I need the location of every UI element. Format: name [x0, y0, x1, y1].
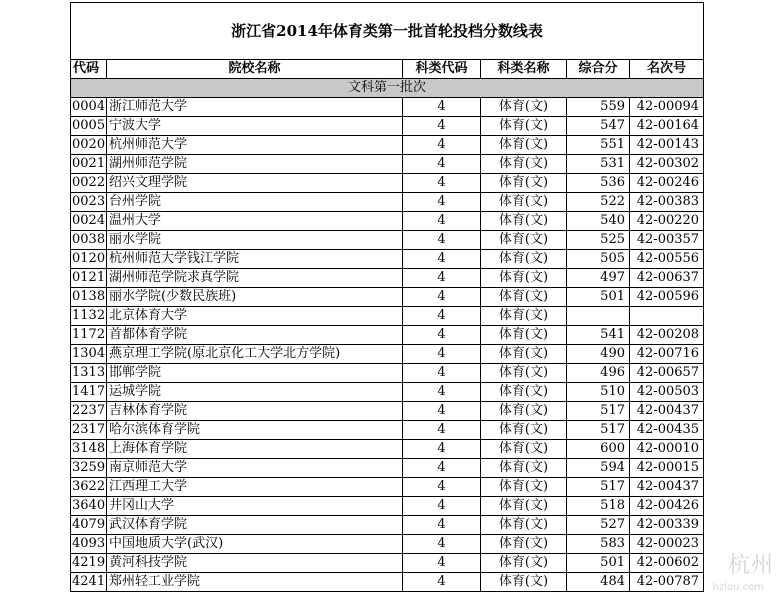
table-row	[71, 231, 704, 250]
cell-rank: 42-00302	[630, 155, 704, 174]
cell-school: 浙江师范大学	[107, 98, 403, 117]
table-row	[71, 193, 704, 212]
cell-school: 邯郸学院	[107, 364, 403, 383]
table-row	[71, 573, 704, 592]
cell-subject-code: 4	[403, 212, 481, 231]
cell-total: 517	[567, 402, 630, 421]
table-row	[71, 250, 704, 269]
cell-rank	[630, 307, 704, 326]
cell-rank: 42-00426	[630, 497, 704, 516]
cell-subject-code: 4	[403, 250, 481, 269]
table-row	[71, 174, 704, 193]
table-row	[71, 421, 704, 440]
table-row	[71, 136, 704, 155]
cell-subject-code: 4	[403, 516, 481, 535]
cell-subject-name: 体育(文)	[481, 516, 567, 535]
table-row	[71, 554, 704, 573]
cell-rank: 42-00437	[630, 478, 704, 497]
cell-school: 运城学院	[107, 383, 403, 402]
cell-rank: 42-00023	[630, 535, 704, 554]
cell-school: 黄河科技学院	[107, 554, 403, 573]
cell-code: 4079	[71, 516, 107, 535]
cell-subject-name: 体育(文)	[481, 402, 567, 421]
cell-code: 3259	[71, 459, 107, 478]
table-row	[71, 288, 704, 307]
cell-subject-name: 体育(文)	[481, 212, 567, 231]
table-row	[71, 155, 704, 174]
cell-subject-name: 体育(文)	[481, 98, 567, 117]
cell-code: 0121	[71, 269, 107, 288]
table-row	[71, 364, 704, 383]
cell-total: 517	[567, 478, 630, 497]
cell-total: 547	[567, 117, 630, 136]
cell-subject-name: 体育(文)	[481, 383, 567, 402]
table-row	[71, 440, 704, 459]
table-row	[71, 497, 704, 516]
cell-total: 536	[567, 174, 630, 193]
cell-total: 559	[567, 98, 630, 117]
cell-subject-name: 体育(文)	[481, 288, 567, 307]
cell-total: 522	[567, 193, 630, 212]
cell-rank: 42-00596	[630, 288, 704, 307]
cell-code: 1313	[71, 364, 107, 383]
table-row	[71, 212, 704, 231]
header-total: 综合分	[567, 60, 630, 79]
cell-subject-name: 体育(文)	[481, 421, 567, 440]
cell-total: 496	[567, 364, 630, 383]
header-subject-code: 科类代码	[403, 60, 481, 79]
cell-total: 484	[567, 573, 630, 592]
title-row	[71, 3, 704, 60]
cell-code: 2237	[71, 402, 107, 421]
cell-rank: 42-00437	[630, 402, 704, 421]
table-row	[71, 269, 704, 288]
cell-school: 湖州师范学院求真学院	[107, 269, 403, 288]
cell-code: 4241	[71, 573, 107, 592]
cell-total: 583	[567, 535, 630, 554]
cell-subject-code: 4	[403, 345, 481, 364]
cell-subject-code: 4	[403, 136, 481, 155]
cell-school: 杭州师范大学钱江学院	[107, 250, 403, 269]
table-row	[71, 535, 704, 554]
cell-code: 2317	[71, 421, 107, 440]
cell-subject-code: 4	[403, 155, 481, 174]
cell-school: 台州学院	[107, 193, 403, 212]
cell-code: 0038	[71, 231, 107, 250]
cell-subject-code: 4	[403, 174, 481, 193]
cell-school: 上海体育学院	[107, 440, 403, 459]
cell-code: 0004	[71, 98, 107, 117]
header-rank: 名次号	[630, 60, 704, 79]
cell-code: 0024	[71, 212, 107, 231]
cell-code: 1132	[71, 307, 107, 326]
cell-subject-name: 体育(文)	[481, 155, 567, 174]
table-row	[71, 402, 704, 421]
cell-total: 600	[567, 440, 630, 459]
cell-total: 510	[567, 383, 630, 402]
cell-subject-code: 4	[403, 98, 481, 117]
cell-subject-name: 体育(文)	[481, 573, 567, 592]
section-row	[71, 79, 704, 98]
cell-rank: 42-00657	[630, 364, 704, 383]
cell-total	[567, 307, 630, 326]
table-row	[71, 383, 704, 402]
cell-code: 1304	[71, 345, 107, 364]
cell-code: 0005	[71, 117, 107, 136]
cell-rank: 42-00010	[630, 440, 704, 459]
cell-code: 0021	[71, 155, 107, 174]
cell-subject-name: 体育(文)	[481, 326, 567, 345]
cell-subject-name: 体育(文)	[481, 345, 567, 364]
cell-rank: 42-00339	[630, 516, 704, 535]
cell-rank: 42-00383	[630, 193, 704, 212]
cell-code: 4219	[71, 554, 107, 573]
cell-school: 哈尔滨体育学院	[107, 421, 403, 440]
cell-rank: 42-00503	[630, 383, 704, 402]
watermark-text: 杭州	[727, 553, 774, 578]
cell-subject-name: 体育(文)	[481, 269, 567, 288]
cell-total: 505	[567, 250, 630, 269]
cell-subject-code: 4	[403, 535, 481, 554]
cell-rank: 42-00602	[630, 554, 704, 573]
cell-subject-name: 体育(文)	[481, 440, 567, 459]
cell-school: 湖州师范学院	[107, 155, 403, 174]
header-row	[71, 60, 704, 79]
cell-subject-code: 4	[403, 193, 481, 212]
table-row	[71, 326, 704, 345]
cell-school: 温州大学	[107, 212, 403, 231]
cell-rank: 42-00357	[630, 231, 704, 250]
cell-subject-name: 体育(文)	[481, 459, 567, 478]
cell-total: 527	[567, 516, 630, 535]
cell-code: 0138	[71, 288, 107, 307]
table-row	[71, 307, 704, 326]
cell-rank: 42-00164	[630, 117, 704, 136]
cell-subject-name: 体育(文)	[481, 174, 567, 193]
cell-rank: 42-00015	[630, 459, 704, 478]
cell-code: 3148	[71, 440, 107, 459]
cell-total: 518	[567, 497, 630, 516]
cell-total: 531	[567, 155, 630, 174]
cell-code: 0120	[71, 250, 107, 269]
header-code: 代码	[71, 60, 107, 79]
cell-total: 525	[567, 231, 630, 250]
cell-school: 丽水学院	[107, 231, 403, 250]
cell-subject-code: 4	[403, 573, 481, 592]
cell-school: 南京师范大学	[107, 459, 403, 478]
cell-rank: 42-00143	[630, 136, 704, 155]
cell-school: 井冈山大学	[107, 497, 403, 516]
cell-rank: 42-00435	[630, 421, 704, 440]
cell-total: 551	[567, 136, 630, 155]
cell-school: 燕京理工学院(原北京化工大学北方学院)	[107, 345, 403, 364]
cell-rank: 42-00637	[630, 269, 704, 288]
cell-school: 武汉体育学院	[107, 516, 403, 535]
cell-subject-name: 体育(文)	[481, 136, 567, 155]
cell-school: 绍兴文理学院	[107, 174, 403, 193]
cell-total: 501	[567, 288, 630, 307]
table-row	[71, 98, 704, 117]
cell-rank: 42-00246	[630, 174, 704, 193]
cell-code: 3640	[71, 497, 107, 516]
score-table	[70, 2, 704, 592]
cell-rank: 42-00556	[630, 250, 704, 269]
table-row	[71, 516, 704, 535]
cell-subject-code: 4	[403, 117, 481, 136]
cell-rank: 42-00716	[630, 345, 704, 364]
cell-school: 中国地质大学(武汉)	[107, 535, 403, 554]
cell-code: 4093	[71, 535, 107, 554]
cell-subject-name: 体育(文)	[481, 307, 567, 326]
cell-school: 首都体育学院	[107, 326, 403, 345]
table-row	[71, 345, 704, 364]
page-title: 浙江省2014年体育类第一批首轮投档分数线表	[71, 3, 704, 60]
header-subject-name: 科类名称	[481, 60, 567, 79]
cell-total: 594	[567, 459, 630, 478]
table-row	[71, 459, 704, 478]
cell-code: 0023	[71, 193, 107, 212]
cell-rank: 42-00208	[630, 326, 704, 345]
cell-subject-name: 体育(文)	[481, 364, 567, 383]
cell-code: 0022	[71, 174, 107, 193]
cell-subject-code: 4	[403, 383, 481, 402]
cell-subject-code: 4	[403, 440, 481, 459]
cell-subject-code: 4	[403, 364, 481, 383]
cell-school: 杭州师范大学	[107, 136, 403, 155]
cell-school: 北京体育大学	[107, 307, 403, 326]
cell-subject-code: 4	[403, 326, 481, 345]
cell-subject-code: 4	[403, 478, 481, 497]
cell-subject-code: 4	[403, 288, 481, 307]
cell-school: 宁波大学	[107, 117, 403, 136]
cell-subject-code: 4	[403, 269, 481, 288]
watermark-sub: hzlou.com	[712, 582, 764, 593]
cell-school: 江西理工大学	[107, 478, 403, 497]
cell-subject-name: 体育(文)	[481, 231, 567, 250]
cell-subject-code: 4	[403, 421, 481, 440]
section-label: 文科第一批次	[71, 79, 704, 98]
cell-subject-code: 4	[403, 402, 481, 421]
cell-code: 1417	[71, 383, 107, 402]
cell-subject-name: 体育(文)	[481, 554, 567, 573]
header-school: 院校名称	[107, 60, 403, 79]
cell-subject-name: 体育(文)	[481, 535, 567, 554]
cell-subject-code: 4	[403, 231, 481, 250]
cell-subject-code: 4	[403, 307, 481, 326]
cell-rank: 42-00220	[630, 212, 704, 231]
cell-total: 497	[567, 269, 630, 288]
table-row	[71, 117, 704, 136]
cell-code: 0020	[71, 136, 107, 155]
cell-total: 517	[567, 421, 630, 440]
cell-subject-name: 体育(文)	[481, 497, 567, 516]
cell-total: 501	[567, 554, 630, 573]
cell-rank: 42-00094	[630, 98, 704, 117]
cell-rank: 42-00787	[630, 573, 704, 592]
cell-subject-code: 4	[403, 459, 481, 478]
cell-school: 丽水学院(少数民族班)	[107, 288, 403, 307]
cell-school: 吉林体育学院	[107, 402, 403, 421]
cell-subject-code: 4	[403, 554, 481, 573]
cell-total: 541	[567, 326, 630, 345]
cell-subject-name: 体育(文)	[481, 193, 567, 212]
cell-total: 540	[567, 212, 630, 231]
cell-subject-name: 体育(文)	[481, 117, 567, 136]
cell-code: 3622	[71, 478, 107, 497]
table-body	[71, 98, 704, 592]
cell-code: 1172	[71, 326, 107, 345]
cell-school: 郑州轻工业学院	[107, 573, 403, 592]
cell-subject-code: 4	[403, 497, 481, 516]
cell-subject-name: 体育(文)	[481, 250, 567, 269]
table-row	[71, 478, 704, 497]
cell-total: 490	[567, 345, 630, 364]
cell-subject-name: 体育(文)	[481, 478, 567, 497]
